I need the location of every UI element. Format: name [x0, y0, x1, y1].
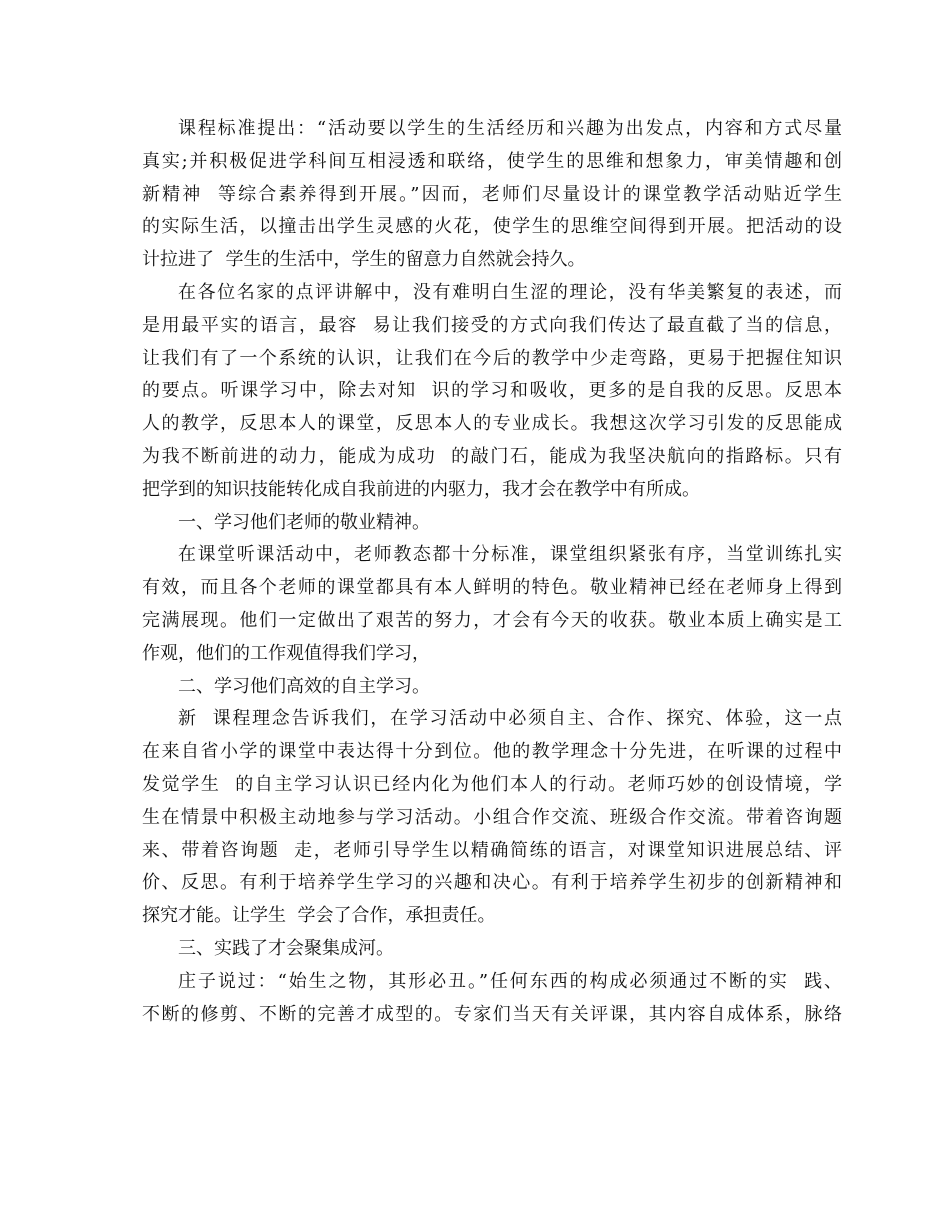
paragraph — [142, 703, 842, 933]
text-line: 人的教学，反思本人的课堂，反思本人的专业成长。我想这次学习引发的反思能成 — [142, 413, 842, 435]
text-line: 在各位名家的点评讲解中，没有难明白生涩的理论，没有华美繁复的表述，而 — [178, 281, 842, 303]
text-line: 在课堂听课活动中，老师教态都十分标准，课堂组织紧张有序，当堂训练扎实 — [178, 544, 842, 566]
heading-text: 二、学习他们高效的自主学习。 — [178, 675, 430, 697]
text-line: 计拉进了 学生的生活中，学生的留意力自然就会持久。 — [142, 249, 586, 271]
text-line: 让我们有了一个系统的认识，让我们在今后的教学中少走弯路，更易于把握住知识 — [142, 347, 842, 369]
text-line: 不断的修剪、不断的完善才成型的。专家们当天有关评课，其内容自成体系，脉络 — [142, 1003, 842, 1025]
text-line: 的实际生活，以撞击出学生灵感的火花，使学生的思维空间得到开展。把活动的设 — [142, 216, 842, 238]
section-heading — [142, 933, 842, 966]
section-heading — [142, 671, 842, 704]
text-line: 庄子说过：“始生之物，其形必丑。”任何东西的构成必须通过不断的实 践、 — [178, 970, 842, 992]
text-line: 发觉学生 的自主学习认识已经内化为他们本人的行动。老师巧妙的创设情境，学 — [142, 773, 842, 795]
text-line: 完满展现。他们一定做出了艰苦的努力，才会有今天的收获。敬业本质上确实是工 — [142, 609, 842, 631]
text-line: 真实;并积极促进学科间互相浸透和联络，使学生的思维和想象力，审美情趣和创 — [142, 150, 842, 172]
paragraph — [142, 539, 842, 670]
text-line: 课程标准提出：“活动要以学生的生活经历和兴趣为出发点，内容和方式尽量 — [178, 118, 842, 139]
text-line: 的要点。听课学习中，除去对知 识的学习和吸收，更多的是自我的反思。反思本 — [142, 380, 842, 402]
text-line: 新 课程理念告诉我们，在学习活动中必须自主、合作、探究、体验，这一点 — [178, 708, 842, 730]
section-heading — [142, 507, 842, 540]
heading-text: 一、学习他们老师的敬业精神。 — [178, 511, 430, 533]
paragraph — [142, 966, 842, 1032]
text-line: 生在情景中积极主动地参与学习活动。小组合作交流、班级合作交流。带着咨询题 — [142, 806, 842, 828]
text-line: 作观，他们的工作观值得我们学习， — [142, 642, 430, 664]
document-body — [142, 113, 842, 1031]
text-line: 有效，而且各个老师的课堂都具有本人鲜明的特色。敬业精神已经在老师身上得到 — [142, 577, 842, 599]
paragraph — [142, 277, 842, 507]
text-line: 为我不断前进的动力，能成为成功 的敲门石，能成为我坚决航向的指路标。只有 — [142, 445, 842, 467]
text-line: 来、带着咨询题 走，老师引导学生以精确简练的语言，对课堂知识进展总结、评 — [142, 839, 842, 861]
text-line: 探究才能。让学生 学会了合作，承担责任。 — [142, 905, 496, 927]
text-line: 是用最平实的语言，最容 易让我们接受的方式向我们传达了最直截了当的信息， — [142, 314, 842, 336]
text-line: 把学到的知识技能转化成自我前进的内驱力，我才会在教学中有所成。 — [142, 478, 700, 500]
text-line: 价、反思。有利于培养学生学习的兴趣和决心。有利于培养学生初步的创新精神和 — [142, 872, 842, 894]
paragraph — [142, 113, 842, 277]
heading-text: 三、实践了才会聚集成河。 — [178, 937, 394, 959]
text-line: 在来自省小学的课堂中表达得十分到位。他的教学理念十分先进，在听课的过程中 — [142, 741, 842, 763]
text-line: 新精神 等综合素养得到开展。”因而，老师们尽量设计的课堂教学活动贴近学生 — [142, 183, 842, 205]
